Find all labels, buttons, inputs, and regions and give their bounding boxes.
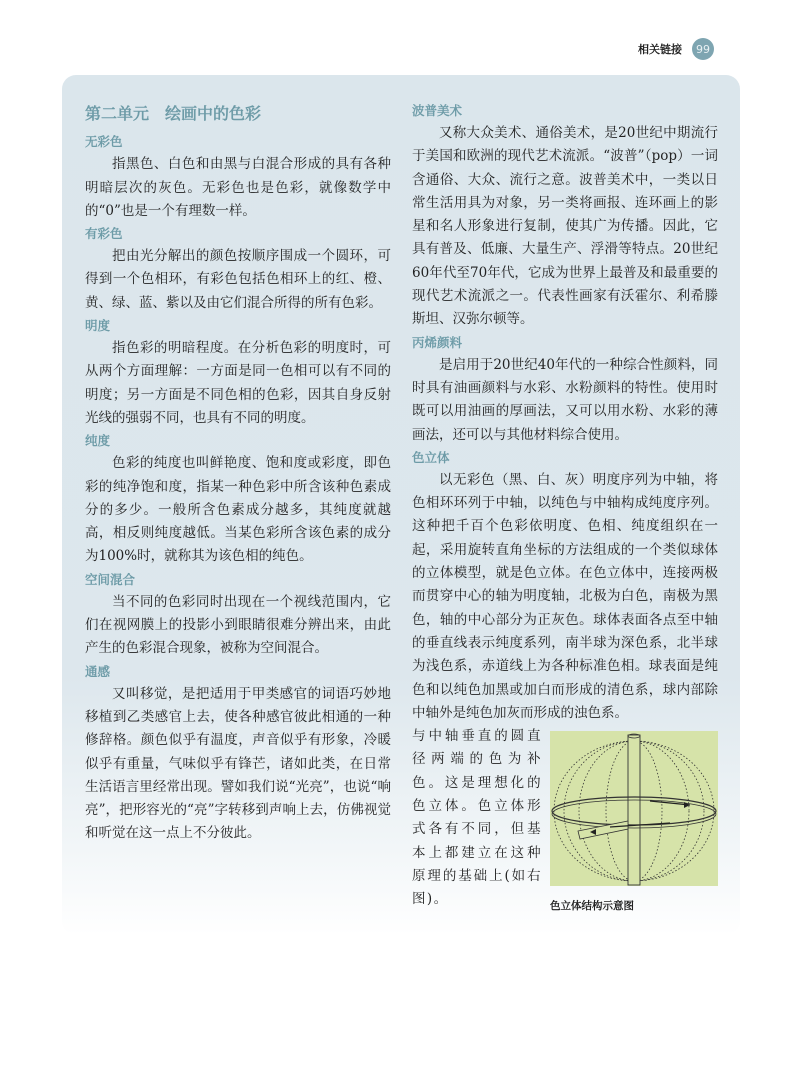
section-text: 又叫移觉，是把适用于甲类感官的词语巧妙地移植到乙类感官上去，使各种感官彼此相通的一种修辞格。颜色似乎有温度，声音似乎有形象，冷暖似乎有重量，气味似乎有锋芒，诸如此类，在日常生活语言里经常出现。譬如我们说“光亮”，也说“响亮”，把形容光的“亮”字转移到声响上去，仿佛视觉和听觉在这一点上不分彼此。 (85, 685, 391, 842)
page-number: 99 (692, 38, 714, 60)
left-column (85, 100, 391, 846)
section-heading: 空间混合 (85, 571, 136, 587)
section-text: 指色彩的明暗程度。在分析色彩的明度时，可从两个方面理解：一方面是同一色相可以有不同的明度；另一方面是不同色相的色彩，因其自身反射光线的强弱不同，也具有不同的明度。 (85, 340, 391, 426)
section-text: 指黑色、白色和由黑与白混合形成的具有各种明暗层次的灰色。无彩色也是色彩，就像数学中的“0”也是一个有理数一样。 (85, 156, 391, 219)
right-column (412, 100, 718, 912)
section-heading: 丙烯颜料 (412, 334, 463, 350)
page-header (638, 38, 714, 60)
section-heading: 有彩色 (85, 226, 123, 242)
section-text: 是启用于20世纪40年代的一种综合性颜料，同时具有油画颜料与水彩、水粉颜料的特性。使用时既可以用油画的厚画法，又可以用水粉、水彩的薄画法，还可以与其他材料综合使用。 (412, 356, 718, 443)
section-text-continued: 与中轴垂直的圆直径两端的色为补色。这是理想化的色立体。色立体形式各有不同，但基本上都建立在这种原理的基础上(如右图)。 (412, 728, 542, 908)
section-heading: 无彩色 (85, 134, 123, 150)
section-text: 把由光分解出的颜色按顺序围成一个圆环，可得到一个色相环，有彩色包括色相环上的红、橙、黄、绿、蓝、紫以及由它们混合所得的所有色彩。 (85, 248, 391, 311)
section-text: 以无彩色（黑、白、灰）明度序列为中轴，将色相环环列于中轴，以纯色与中轴构成纯度序列。这种把千百个色彩依明度、色相、纯度组织在一起，采用旋转直角坐标的方法组成的一个类似球体的立体模型，就是色立体。在色立体中，连接两极而贯穿中心的轴为明度轴，北极为白色，南极为黑色，轴的中心部分为正灰色。球体表面各点至中轴的垂直线表示纯度系列，南半球为深色系，北半球为浅色系，赤道线上为各种标准色相。球表面是纯色和以纯色加黑或加白而形成的清色系，球内部除中轴外是纯色加灰而形成的浊色系。 (412, 471, 718, 721)
section-text: 色彩的纯度也叫鲜艳度、饱和度或彩度，即色彩的纯净饱和度，指某一种色彩中所含该种色素成分的多少。一般所含色素成分越多，其纯度就越高，相反则纯度越低。当某色彩所含该色素的成分为100%时，就称其为该色相的纯色。 (85, 455, 391, 565)
color-solid-diagram (550, 731, 718, 886)
figure-block (412, 725, 718, 911)
unit-title: 第二单元 绘画中的色彩 (85, 104, 262, 123)
section-heading: 色立体 (412, 449, 450, 465)
section-text: 当不同的色彩同时出现在一个视线范围内，它们在视网膜上的投影小到眼睛很难分辨出来，由此产生的色彩混合现象，被称为空间混合。 (85, 593, 391, 657)
figure-caption: 色立体结构示意图 (550, 900, 634, 913)
section-heading: 通感 (85, 663, 111, 679)
section-text: 又称大众美术、通俗美术，是20世纪中期流行于美国和欧洲的现代艺术流派。“波普”（pop）一词含通俗、大众、流行之意。波普美术中，一类以日常生活用具为对象，另一类将画报、连环画上的影星和名人形象进行复制，使其广为传播。因此，它具有普及、低廉、大量生产、浮滑等特点。20世纪60年代至70年代，它成为世界上最普及和最重要的现代艺术流派之一。代表性画家有沃霍尔、利希滕斯坦、汉弥尔顿等。 (412, 125, 718, 328)
section-heading: 纯度 (85, 433, 111, 449)
section-label: 相关链接 (638, 43, 682, 56)
section-heading: 明度 (85, 318, 111, 334)
section-heading: 波普美术 (412, 103, 463, 118)
